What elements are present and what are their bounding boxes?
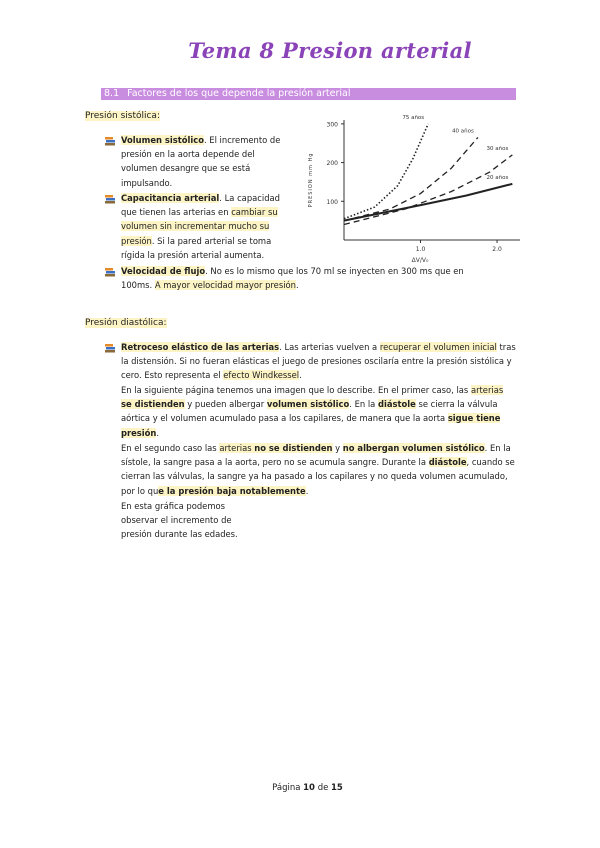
diastolica-heading: Presión diastólica: xyxy=(85,318,167,328)
series-line-3 xyxy=(344,184,512,221)
x-tick-label: 2.0 xyxy=(492,246,502,253)
book-bullet-icon xyxy=(105,344,116,353)
bullet-velocidad-flujo: Velocidad de flujo. No es lo mismo que los 70 ml se inyecten en 300 ms que en 100ms. A mayor velocidad mayor presión. xyxy=(121,266,464,291)
y-tick-label: 300 xyxy=(326,121,338,129)
y-axis-label: PRESION mm Hg xyxy=(308,152,314,208)
section-heading xyxy=(101,88,516,100)
series-label-2: 30 años xyxy=(486,145,509,152)
sistolica-heading: Presión sistólica: xyxy=(85,111,160,121)
paragraph-grafica-edades: En esta gráfica podemos observar el incremento de presión durante las edades. xyxy=(121,501,238,540)
section-number: 8.1 xyxy=(104,88,120,99)
book-bullet-icon xyxy=(105,268,116,277)
bullet-capacitancia-arterial: Capacitancia arterial. La capacidad que tienen las arterias en cambiar su volumen sin incrementar mucho su presión. Si la pared arterial se toma rígida la presión arterial aumenta. xyxy=(121,193,280,260)
series-line-1 xyxy=(344,137,478,220)
series-label-3: 20 años xyxy=(486,174,509,181)
book-bullet-icon xyxy=(105,195,116,204)
series-label-1: 40 años xyxy=(452,128,474,135)
pressure-volume-chart xyxy=(300,112,528,282)
paragraph-primer-caso: En la siguiente página tenemos una imagen que lo describe. En el primer caso, las arterias se distienden y pueden albergar volumen sistólico. En la diástole se cierra la válvula aórtica y el volumen acumulado pasa a los capilares, de manera que la aorta sigue tiene presión. xyxy=(121,385,504,438)
y-tick-label: 100 xyxy=(326,198,338,206)
y-tick-label: 200 xyxy=(326,160,338,168)
book-bullet-icon xyxy=(105,137,116,146)
chart-svg xyxy=(300,112,528,282)
section-label: Factores de los que depende la presión arterial xyxy=(127,88,351,99)
page-footer: Página 10 de 15 xyxy=(272,783,343,793)
paragraph-segundo-caso: En el segundo caso las arterias no se distienden y no albergan volumen sistólico. En la sístole, la sangre pasa a la aorta, pero no se acumula sangre. Durante la diástole, cuando se cierran las válvulas, la sangre ya ha pasado a los capilares y no queda volumen acumulado, por lo que la presión baja notablemente. xyxy=(121,443,515,496)
x-axis-label: ΔV/V₀ xyxy=(411,257,429,264)
x-tick-label: 1.0 xyxy=(415,246,426,253)
bullet-volumen-sistolico: Volumen sistólico. El incremento de presión en la aorta depende del volumen desangre que se está impulsando. xyxy=(121,135,281,188)
page-title: Tema 8 Presion arterial xyxy=(188,38,472,63)
series-label-0: 75 años xyxy=(402,114,425,121)
paragraph-retroceso-elastico: Retroceso elástico de las arterias. Las arterias vuelven a recuperar el volumen inicial tras la distensión. Si no fueran elásticas el juego de presiones oscilaría entre la presión sistólica y cero. Esto representa el efecto Windkessel. xyxy=(121,342,516,381)
